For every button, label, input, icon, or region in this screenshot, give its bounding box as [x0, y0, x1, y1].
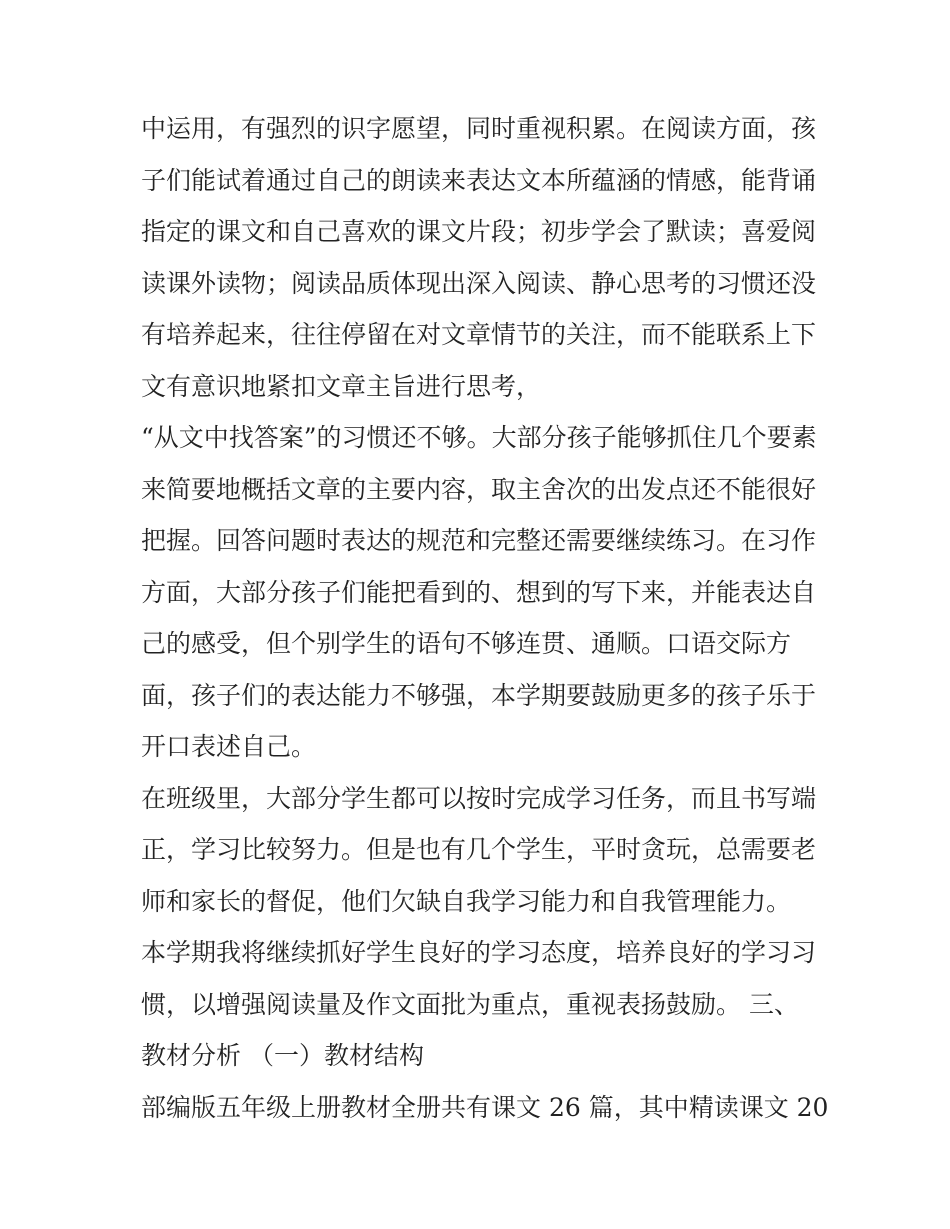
text-line: 有培养起来，往往停留在对文章情节的关注，而不能联系上下: [141, 320, 817, 349]
text-line: 本学期我将继续抓好学生良好的学习态度，培养良好的学习习: [141, 938, 817, 967]
text-line: 来简要地概括文章的主要内容，取主舍次的出发点还不能很好: [141, 474, 817, 504]
text-line: 方面，大部分孩子们能把看到的、想到的写下来，并能表达自: [141, 577, 817, 607]
text-line: 把握。回答问题时表达的规范和完整还需要继续练习。在习作: [141, 526, 817, 555]
text-line: 中运用，有强烈的识字愿望，同时重视积累。在阅读方面，孩: [141, 114, 817, 143]
text-line: 师和家长的督促，他们欠缺自我学习能力和自我管理能力。: [141, 886, 792, 916]
text-line: 子们能试着通过自己的朗读来表达文本所蕴涵的情感，能背诵: [141, 165, 817, 195]
text-line: 面，孩子们的表达能力不够强，本学期要鼓励更多的孩子乐于: [141, 680, 817, 710]
text-line: 读课外读物；阅读品质体现出深入阅读、静心思考的习惯还没: [141, 268, 817, 298]
text-line: 开口表述自己。: [141, 732, 317, 761]
text-line: 己的感受，但个别学生的语句不够连贯、通顺。口语交际方: [141, 629, 792, 658]
text-line: 部编版五年级上册教材全册共有课文 26 篇，其中精读课文 20: [141, 1092, 829, 1122]
section-heading: 教材分析 （一）教材结构: [141, 1041, 424, 1070]
text-line: 指定的课文和自己喜欢的课文片段；初步学会了默读；喜爱阅: [141, 217, 817, 246]
text-line: 文有意识地紧扣文章主旨进行思考，: [141, 371, 542, 401]
text-line: 正，学习比较努力。但是也有几个学生，平时贪玩，总需要老: [141, 835, 817, 864]
body-text: [141, 103, 829, 1133]
text-line: “从文中找答案”的习惯还不够。大部分孩子能够抓住几个要素: [141, 423, 817, 452]
text-line: 惯，以增强阅读量及作文面批为重点，重视表扬鼓励。 三、: [141, 989, 799, 1019]
text-line: 在班级里，大部分学生都可以按时完成学习任务，而且书写端: [141, 783, 817, 813]
